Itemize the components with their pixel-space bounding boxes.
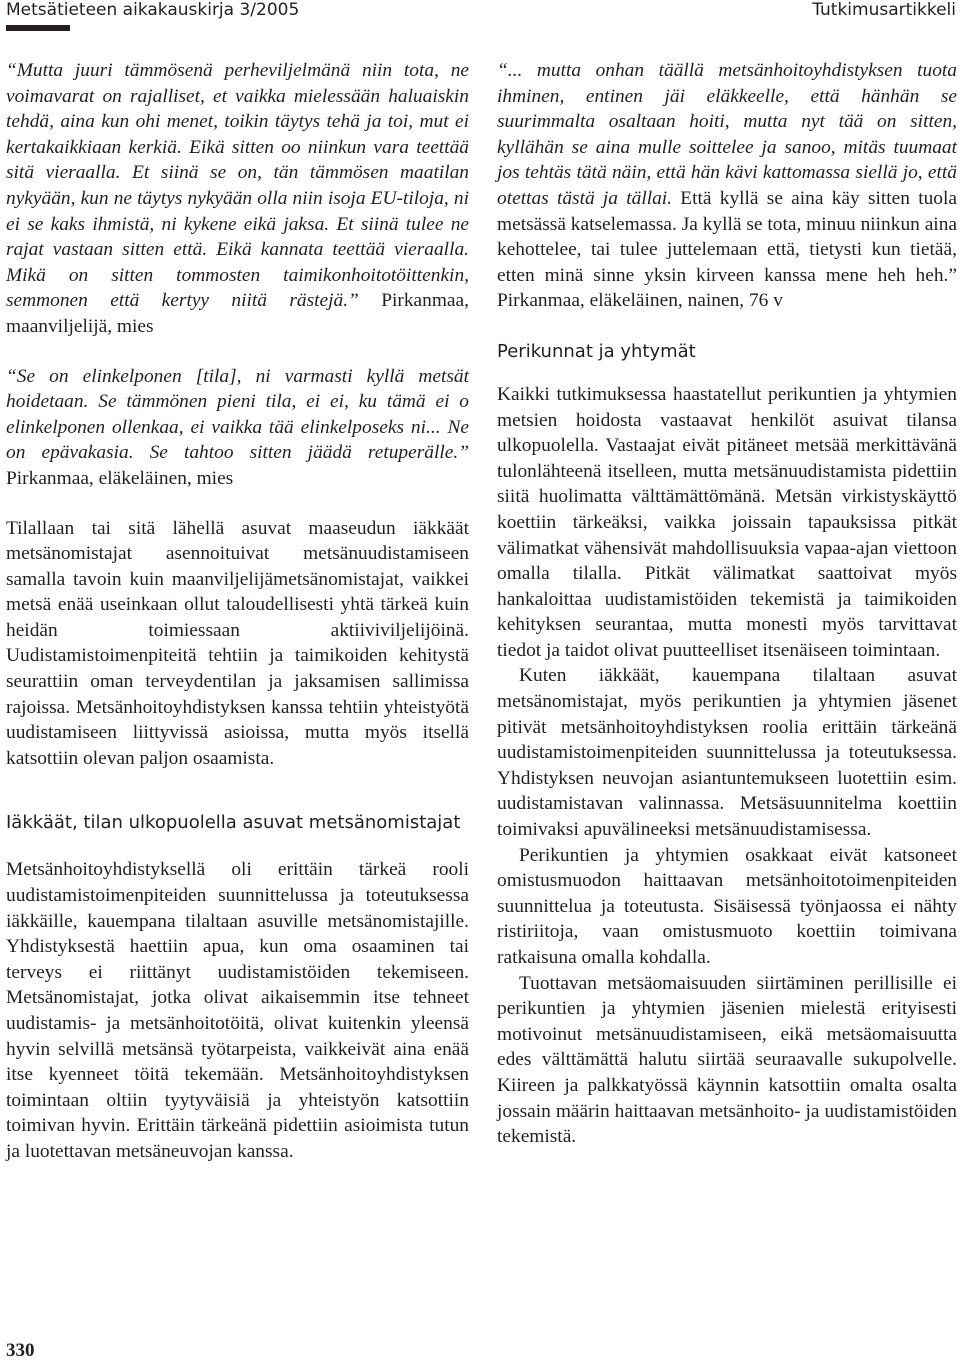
quote-text-inline: Että kyllä se aina käy sitten tuola metsässä katselemassa. Ja kyllä se tota, minuu niinkun aina kehottelee, tai tulee juttelemaan että, tietysti kun tietää, etten minä sinne yksin kirveen kanssa mene heh heh.” (497, 187, 957, 286)
body-paragraph: Kaikki tutkimuksessa haastatellut perikuntien ja yhtymien metsien hoidosta vastaavat henkilöt asuivat tilansa ulkopuolella. Vastaajat eivät pitäneet metsää merkittävänä tulonlähteenä itselleen, mutta metsänuudistamista pidettiin siitä huolimatta välttämättömänä. Metsän virkistyskäyttö koettiin tärkeäksi, vaikka joissain tapauksissa pitkät välimatkat vähensivät mahdollisuuksia vapaa-ajan viettoon omalla tilalla. Pitkät välimatkat saattoivat myös hankaloittaa uudistamistöiden tekemistä ja taimikoiden kehityksen seurantaa, mutta monesti myös tarvittavat tiedot ja taidot olivat puutteelliset itsenäiseen toimintaan. (497, 383, 957, 661)
body-paragraph: Metsänhoitoyhdistyksellä oli erittäin tärkeä rooli uudistamistoimenpiteiden suunnittelussa ja toteutuksessa iäkkäille, kauempana tilaltaan asuville metsänomistajille. Yhdistyksestä haettiin apua, kun oma osaaminen tai terveys ei riittänyt uudistamistöiden tekemiseen. Metsänomistajat, jotka olivat aikaisemmin itse tehneet uudistamis- ja metsänhoitotöitä, olivat kuitenkin yleensä hyvin selvillä metsänsä työtarpeista, vaikkeivät aina enää itse kyenneet töitä tekemään. Metsänhoitoyhdistyksen toimintaan oltiin tyytyväisiä ja yhteistyön katsottiin toimivan hyvin. Erittäin tärkeänä pidettiin asioimista tutun ja luotettavan metsäneuvojan kanssa. (6, 859, 469, 1162)
page-header (0, 0, 960, 40)
section-heading: Iäkkäät, tilan ulkopuolella asuvat metsänomistajat (6, 812, 461, 834)
quote-text: “... mutta onhan täällä metsänhoitoyhdistyksen tuota ihminen, entinen jäi eläkkeelle, että hänhän se suurimmalta osaltaan hoiti, mutta nyt tää on sitten, kyllähän se aina mulle soittelee ja sanoo, mitäs tuumaat jos tehtäs tätä näin, että hän kävi kattomassa siellä jo, että otettas tästä ja tällai. (497, 60, 957, 209)
left-column (6, 58, 469, 1165)
interview-quote (497, 58, 957, 314)
journal-title: Metsätieteen aikakauskirja 3/2005 (6, 0, 300, 20)
header-bar (6, 25, 70, 31)
interview-quote (6, 364, 469, 492)
body-paragraph: Tilallaan tai sitä lähellä asuvat maaseudun iäkkäät metsänomistajat asennoituivat metsänuudistamiseen samalla tavoin kuin maanviljelijämetsänomistajat, vaikkei metsä enää useinkaan ollut taloudellisesti yhtä tärkeä kuin heidän toimiessaan aktiiviviljelijöinä. Uudistamistoimenpiteitä tehtiin ja taimikoiden kehitystä seurattiin oman terveydentilan ja jaksamisen sallimissa rajoissa. Metsänhoitoyhdistyksen kanssa tehtiin yhteistyötä uudistamiseen liittyvissä asioissa, mutta myös itsellä katsottiin olevan paljon osaamista. (6, 517, 469, 769)
body-paragraph: Perikuntien ja yhtymien osakkaat eivät katsoneet omistusmuodon haittaavan metsänhoitotoimenpiteiden suunnittelua ja toteutusta. Sisäisessä työnjaossa ei nähty ristiriitoja, vaan omistusmuoto koettiin toimivana ratkaisuna omalla kohdalla. (497, 844, 957, 968)
section-heading: Perikunnat ja yhtymät (497, 340, 696, 362)
body-paragraph: Tuottavan metsäomaisuuden siirtäminen perillisille ei perikuntien ja yhtymien jäsenien mielestä erityisesti motivoinut metsänuudistamiseen, eikä metsäomaisuutta edes välttämättä halutu siirtää seuraavalle sukupolvelle. Kiireen ja palkkatyössä käynnin katsottiin omalta osalta jossain määrin haittaavan metsänhoito- ja uudistamistöiden tekemistä. (497, 972, 957, 1148)
right-column (497, 58, 957, 1150)
body-paragraph: Kuten iäkkäät, kauempana tilaltaan asuvat metsänomistajat, myös perikuntien ja yhtymien jäsenet pitivät metsänhoitoyhdistyksen roolia erittäin tärkeänä uudistamistoimenpiteiden suunnittelussa ja toteutuksessa. Yhdistyksen neuvojan asiantuntemukseen luotettiin esim. uudistamistavan valinnassa. Metsäsuunnitelma koettiin toimivaksi apuvälineeksi metsänuudistamisessa. (497, 665, 957, 841)
article-type: Tutkimusartikkeli (812, 0, 956, 20)
quote-text: “Se on elinkelponen [tila], ni varmasti kyllä metsät hoidetaan. Se tämmönen pieni tila, ei ei, ku tämä ei o elinkelponen ollenkaa, ei vaikka tää elinkelposeks ni... Ne on epävakasia. Se tahtoo sitten jäädä retuperälle.” (6, 365, 469, 464)
quote-text: “Mutta juuri tämmösenä perheviljelmänä niin tota, ne voimavarat on rajalliset, et vaikka mielessään haluaiskin tehdä, aina kun ohi menet, toikin täytys tehä ja toi, mut ei kertakaikkiaan kerkiä. Eikä sitten oo niinkun vara teettää sitä vieraalla. Et siinä se on, tän tämmösen maatilan nykyään, kun ne täytys nykyään olla niin isoja EU-tiloja, ni ei se kaks ihmistä, ni kykene eikä jaksa. Et siinä tulee ne rajat vastaan sitten että. Eikä kannata teettää vieraalla. Mikä on sitten tommosten taimikonhoitotöittenkin, semmonen että kertyy niitä rästejä.” (6, 60, 469, 312)
quote-source: Pirkanmaa, eläkeläinen, nainen, 76 v (497, 290, 783, 312)
interview-quote (6, 58, 469, 340)
quote-source: Pirkanmaa, maanviljelijä, mies (6, 290, 469, 337)
quote-source: Pirkanmaa, eläkeläinen, mies (6, 467, 234, 489)
page-number: 330 (6, 1340, 35, 1361)
